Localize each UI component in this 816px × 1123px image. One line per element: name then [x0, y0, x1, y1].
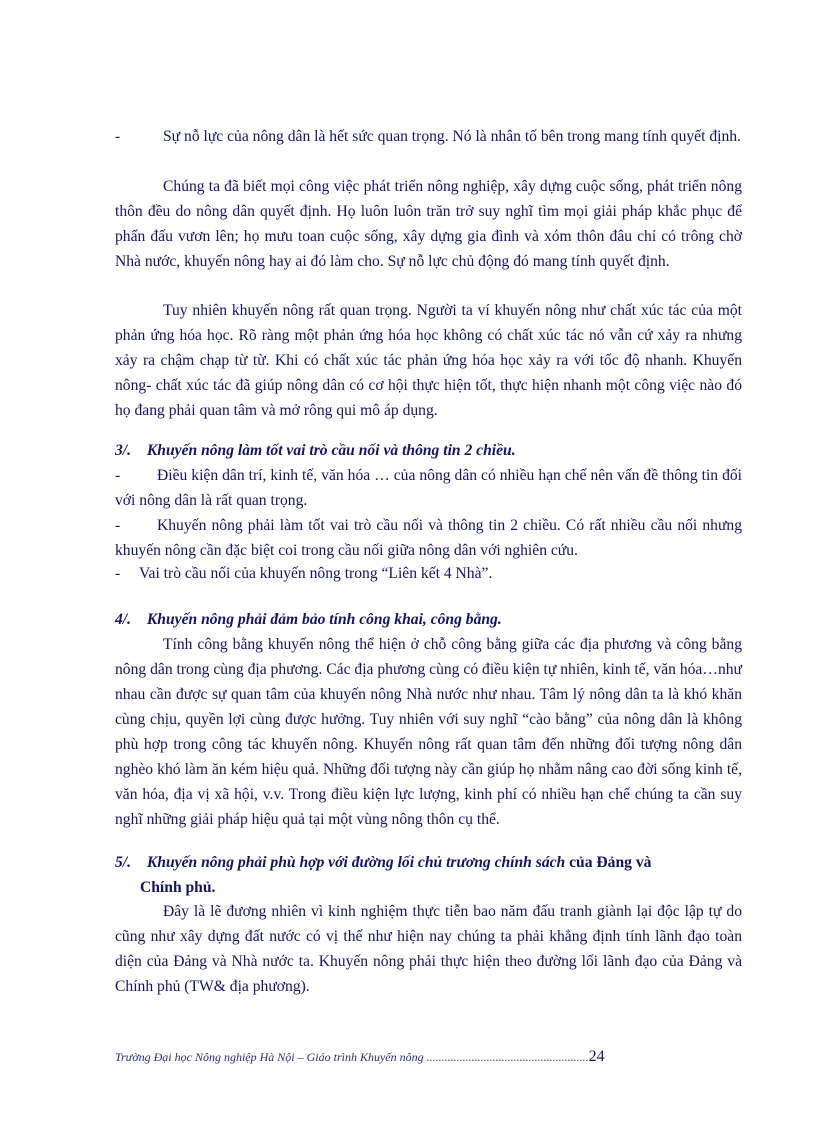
section-5-number: 5/. [115, 854, 132, 871]
section-3-number: 3/. [115, 442, 132, 459]
section-4-title: Khuyến nông phải đảm bảo tính công khai, công bằng. [146, 611, 502, 628]
bullet-dash: - [115, 565, 121, 582]
section-3-bullet-3-text: Vai trò cầu nối của khuyến nông trong “Liên kết 4 Nhà”. [139, 565, 493, 582]
section-3-bullet-2 [115, 513, 742, 563]
section-3-bullet-3 [115, 561, 742, 586]
section-4-heading [115, 607, 742, 632]
section-3-heading [115, 438, 742, 463]
bullet-dash: - [115, 517, 121, 534]
bullet-dash: - [115, 128, 121, 145]
section-3-title: Khuyến nông làm tốt vai trò cầu nối và thông tin 2 chiều. [146, 442, 516, 459]
section-5-title-plain: của Đảng và [565, 854, 652, 871]
section-5-title-italic: Khuyến nông phải phù hợp với đường lối chủ trương chính sách [146, 854, 566, 871]
section-4-number: 4/. [115, 611, 132, 628]
section-3-bullet-1 [115, 463, 742, 513]
section-3-bullet-2-text: Khuyến nông phải làm tốt vai trò cầu nối và thông tin 2 chiều. Có rất nhiều cầu nối nhưng khuyến nông cần đặc biệt coi trong cầu nối giữa nông dân với nghiên cứu. [115, 517, 742, 559]
paragraph-effort [115, 124, 742, 149]
paragraph-catalyst: Tuy nhiên khuyến nông rất quan trọng. Người ta ví khuyến nông như chất xúc tác của một phản ứng hóa học. Rõ ràng một phản ứng hóa học không có chất xúc tác nó vẫn cứ xảy ra nhưng xảy ra chậm chạp từ từ. Khi có chất xúc tác phản ứng hóa học xảy ra với tốc độ nhanh. Khuyến nông- chất xúc tác đã giúp nông dân có cơ hội thực hiện tốt, thực hiện nhanh một công việc nào đó họ đang phải quan tâm và mở rông qui mô áp dụng. [115, 302, 742, 419]
paragraph-effort-text: Sự nỗ lực của nông dân là hết sức quan trọng. Nó là nhân tố bên trong mang tính quyết định. [163, 128, 741, 145]
footer-text: Trường Đại học Nông nghiệp Hà Nội – Giáo trình Khuyến nông [115, 1050, 427, 1064]
section-5-heading-line-2: Chính phủ. [140, 879, 216, 896]
page-number: 24 [588, 1048, 605, 1065]
footer-dots: ...................................................... [426, 1050, 589, 1064]
section-5-heading [115, 850, 742, 875]
section-3-bullet-1-text: Điều kiện dân trí, kinh tế, văn hóa … của nông dân có nhiều hạn chế nên vấn đề thông tin đối với nông dân là rất quan trọng. [115, 467, 742, 509]
section-5-body: Đây là lẽ đương nhiên vì kinh nghiệm thực tiễn bao năm đấu tranh giành lại độc lập tự do cũng như xây dựng đất nước có vị thế như hiện nay chúng ta phải khẳng định tính lãnh đạo toàn diện của Đảng và Nhà nước ta. Khuyến nông phải thực hiện theo đường lối lãnh đạo của Đảng và Chính phủ (TW& địa phương). [115, 903, 742, 995]
section-4-body: Tính công bằng khuyến nông thể hiện ở chỗ công bằng giữa các địa phương và công bằng nông dân trong cùng địa phương. Các địa phương cùng có điều kiện tự nhiên, kinh tế, văn hóa…như nhau cần được sự quan tâm của khuyến nông Nhà nước như nhau. Tâm lý nông dân ta là khó khăn cùng chịu, quyền lợi cùng được hưởng. Tuy nhiên với suy nghĩ “cào bằng” của nông dân là không phù hợp trong công tác khuyến nông. Khuyến nông rất quan tâm đến những đối tượng nông dân nghèo khó làm ăn kém hiệu quả. Những đối tượng này cần giúp họ nhằm nâng cao đời sống kinh tế, văn hóa, địa vị xã hội, v.v. Trong điều kiện lực lượng, kinh phí có nhiều hạn chế chúng ta cần suy nghĩ những giải pháp hiệu quả tại một vùng nông thôn cụ thể. [115, 636, 742, 828]
paragraph-farmers-decide: Chúng ta đã biết mọi công việc phát triển nông nghiệp, xây dựng cuộc sống, phát triển nông thôn đều do nông dân quyết định. Họ luôn luôn trăn trở suy nghĩ tìm mọi giải pháp khắc phục để phấn đấu vươn lên; họ mưu toan cuộc sống, xây dựng gia đình và xóm thôn đâu chỉ có trông chờ Nhà nước, khuyến nông hay ai đó làm cho. Sự nỗ lực chủ động đó mang tính quyết định. [115, 178, 742, 270]
page-footer [115, 1048, 695, 1066]
bullet-dash: - [115, 467, 121, 484]
